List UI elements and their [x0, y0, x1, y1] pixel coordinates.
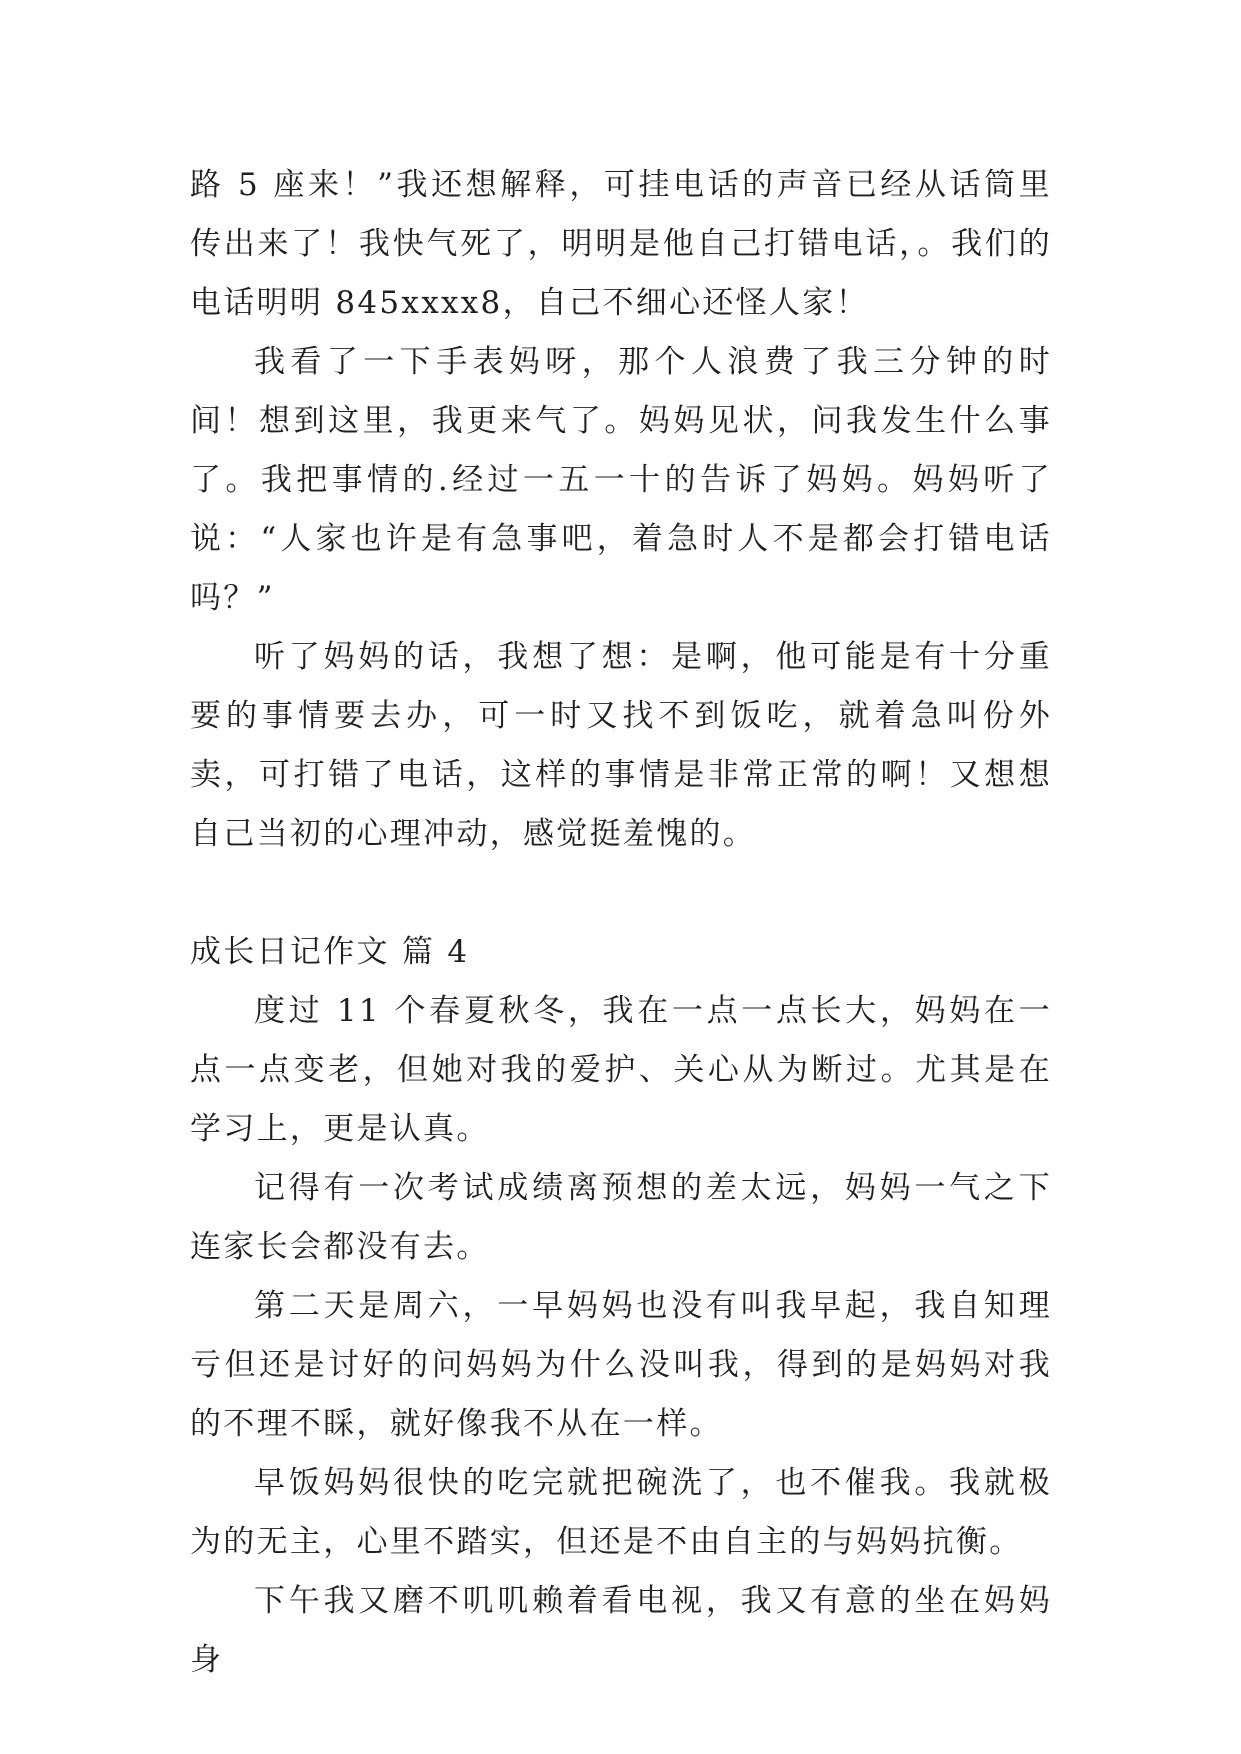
paragraph: 我看了一下手表妈呀，那个人浪费了我三分钟的时间！想到这里，我更来气了。妈妈见状，问我发生什么事了。我把事情的.经过一五一十的告诉了妈妈。妈妈听了说：“人家也许是有急事吧，着急时人不是都会打错电话吗？” — [190, 344, 1052, 616]
paragraph: 下午我又磨不叽叽赖着看电视，我又有意的坐在妈妈身 — [190, 1583, 1052, 1678]
paragraph: 第二天是周六，一早妈妈也没有叫我早起，我自知理亏但还是讨好的问妈妈为什么没叫我，得到的是妈妈对我的不理不睬，就好像我不从在一样。 — [190, 1288, 1052, 1442]
paragraph: 听了妈妈的话，我想了想：是啊，他可能是有十分重要的事情要去办，可一时又找不到饭吃，就着急叫份外卖，可打错了电话，这样的事情是非常正常的啊！又想想自己当初的心理冲动，感觉挺羞愧的。 — [190, 639, 1052, 852]
paragraph: 记得有一次考试成绩离预想的差太远，妈妈一气之下连家长会都没有去。 — [190, 1170, 1052, 1265]
paragraph-continued: 路 5 座来！”我还想解释，可挂电话的声音已经从话筒里传出来了！我快气死了，明明是他自己打错电话，。我们的电话明明 845xxxx8，自己不细心还怪人家！ — [190, 167, 1052, 321]
paragraph: 度过 11 个春夏秋冬，我在一点一点长大，妈妈在一点一点变老，但她对我的爱护、关心从为断过。尤其是在学习上，更是认真。 — [190, 993, 1052, 1147]
document-body — [190, 156, 1052, 1690]
section-heading: 成长日记作文 篇 4 — [190, 934, 470, 970]
paragraph: 早饭妈妈很快的吃完就把碗洗了，也不催我。我就极为的无主，心里不踏实，但还是不由自主的与妈妈抗衡。 — [190, 1465, 1052, 1560]
